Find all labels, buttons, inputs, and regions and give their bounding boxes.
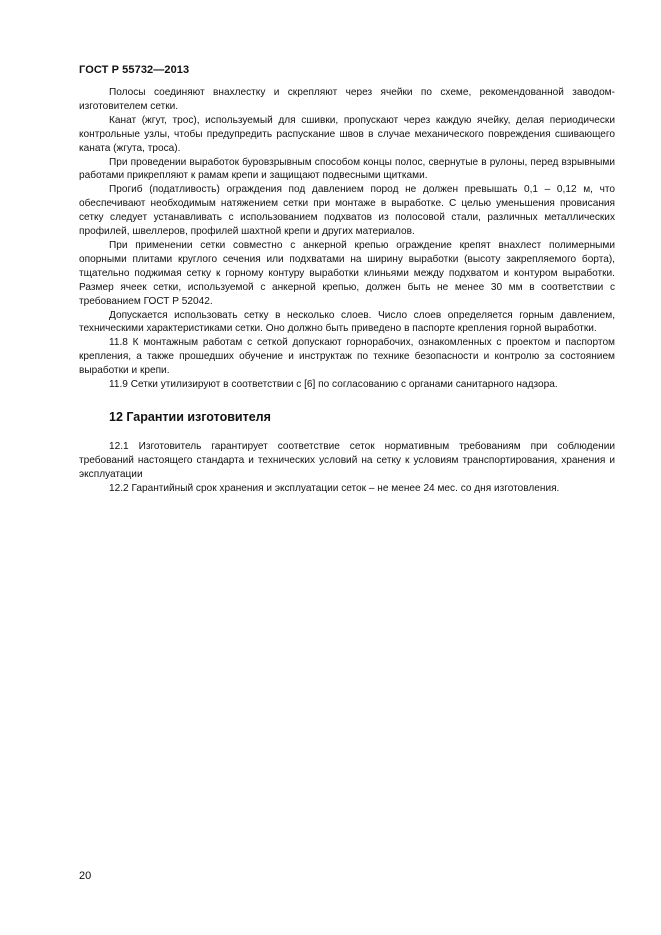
paragraph-rope-stitching: Канат (жгут, трос), используемый для сшивки, пропускают через каждую ячейку, делая периодически контрольные узлы, чтобы предупредить распускание швов в случае механического повреждения сшивающего каната (жгута, троса). <box>79 114 615 154</box>
paragraph-11-9-disposal: 11.9 Сетки утилизируют в соответствии с [6] по согласованию с органами санитарного надзора. <box>109 379 558 391</box>
document-header: ГОСТ Р 55732—2013 <box>79 64 190 76</box>
paragraph-12-2-warranty-period: 12.2 Гарантийный срок хранения и эксплуатации сеток – не менее 24 мес. со дня изготовления. <box>109 482 560 494</box>
section-heading-manufacturer-warranty: 12 Гарантии изготовителя <box>109 409 271 424</box>
paragraph-anchor-support: При применении сетки совместно с анкерной крепью ограждение крепят внахлест полимерными опорными плитами круглого сечения или подхватами на ширину выработки (высоту закрепляемого борта), тщательно поджимая сетку к горному контуру выработки клиньями между подхватом и контуром выработки. Размер ячеек сетки, используемой с анкерной крепью, должен быть не менее 30 мм в соответствии с требованием ГОСТ Р 52042. <box>79 239 615 307</box>
paragraph-blasting-protection: При проведении выработок буровзрывным способом концы полос, свернутые в рулоны, перед взрывными работами прикрепляют к рамам крепи и защищают подвесными щитками. <box>79 156 615 182</box>
paragraph-11-8-installation-workers: 11.8 К монтажным работам с сеткой допускают горнорабочих, ознакомленных с проектом и паспортом крепления, а также прошедших обучение и инструктаж по технике безопасности и контролю за состоянием выработки и крепи. <box>79 337 615 377</box>
paragraph-multiple-layers: Допускается использовать сетку в несколько слоев. Число слоев определяется горным давлением, техническими характеристиками сетки. Оно должно быть приведено в паспорте крепления горной выработки. <box>79 309 615 335</box>
paragraph-deflection-limit: Прогиб (податливость) ограждения под давлением пород не должен превышать 0,1 – 0,12 м, что обеспечивают необходимым натяжением сетки при монтаже в выработке. С целью уменьшения провисания сетку следует устанавливать с использованием подхватов из полосовой стали, различных металлических профилей, швеллеров, профилей шахтной крепи и других материалов. <box>79 184 615 238</box>
document-body <box>79 86 615 496</box>
paragraph-12-1-compliance: 12.1 Изготовитель гарантирует соответствие сеток нормативным требованиям при соблюдении требований настоящего стандарта и технических условий на сетку к условиям транспортирования, хранения и эксплуатации <box>79 440 615 480</box>
page-number: 20 <box>79 870 92 882</box>
paragraph-strip-joining: Полосы соединяют внахлестку и скрепляют через ячейки по схеме, рекомендованной заводом-изготовителем сетки. <box>79 87 615 112</box>
